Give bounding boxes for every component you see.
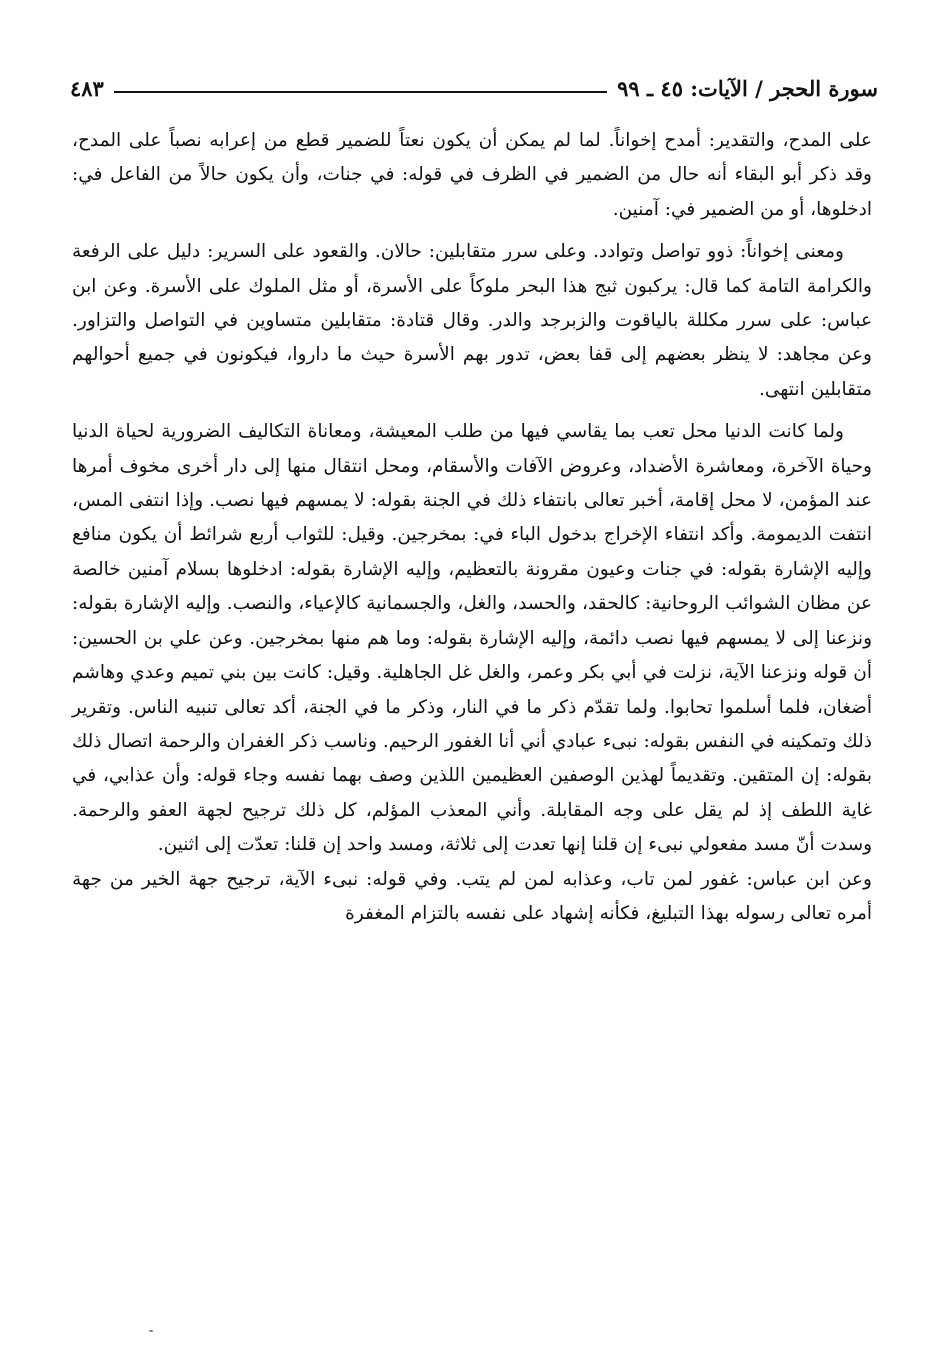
scan-speck bbox=[149, 1330, 153, 1332]
running-head: سورة الحجر / الآيات: ٤٥ ـ ٩٩ bbox=[617, 75, 878, 101]
header-rule bbox=[114, 91, 607, 93]
body-text bbox=[72, 124, 872, 931]
paragraph: ومعنى إخواناً: ذوو تواصل وتوادد. وعلى سرر متقابلين: حالان. والقعود على السرير: دليل على الرفعة والكرامة التامة كما قال: يركبون ثبج هذا البحر ملوكاً على الأسرة، أو مثل الملوك على الأسرة. وعن ابن عباس: على سرر مكللة بالياقوت والزبرجد والدر. وقال قتادة: متقابلين متساوين في التواصل والتزاور. وعن مجاهد: لا ينظر بعضهم إلى قفا بعض، تدور بهم الأسرة حيث ما داروا، فيكونون في جميع أحوالهم متقابلين انتهى. bbox=[72, 241, 872, 400]
paragraph: على المدح، والتقدير: أمدح إخواناً. لما لم يمكن أن يكون نعتاً للضمير قطع من إعرابه نصباً على المدح، وقد ذكر أبو البقاء أنه حال من الضمير في الظرف في قوله: في جنات، وأن يكون حالاً من الفاعل في: ادخلوها، أو من الضمير في: آمنين. bbox=[72, 130, 872, 220]
page-number: ٤٨٣ bbox=[70, 75, 104, 101]
page-header bbox=[70, 70, 878, 106]
paragraph: ولما كانت الدنيا محل تعب بما يقاسي فيها من طلب المعيشة، ومعاناة التكاليف الضرورية لحياة الدنيا وحياة الآخرة، ومعاشرة الأضداد، وعروض الآفات والأسقام، ومحل انتقال منها إلى دار أخرى مخوف أمرها عند المؤمن، لا محل إقامة، أخبر تعالى بانتفاء ذلك في الجنة بقوله: لا يمسهم فيها نصب. وإذا انتفى المس، انتفت الديمومة. وأكد انتفاء الإخراج بدخول الباء في: بمخرجين. وقيل: للثواب أربع شرائط أن يكون منافع وإليه الإشارة بقوله: في جنات وعيون مقرونة بالتعظيم، وإليه الإشارة بقوله: ادخلوها بسلام آمنين خالصة عن مظان الشوائب الروحانية: كالحقد، والحسد، والغل، والجسمانية كالإعياء، والنصب. وإليه الإشارة بقوله: ونزعنا إلى لا يمسهم فيها نصب دائمة، وإليه الإشارة بقوله: وما هم منها بمخرجين. وعن علي بن الحسين: أن قوله ونزعنا الآية، نزلت في أبي بكر وعمر، والغل غل الجاهلية. وقيل: كانت بين بني تميم وعدي وهاشم أضغان، فلما أسلموا تحابوا. ولما تقدّم ذكر ما في النار، وذكر ما في الجنة، أكد تعالى تنبيه الناس. وتقرير ذلك وتمكينه في النفس بقوله: نبىء عبادي أني أنا الغفور الرحيم. وناسب ذكر الغفران والرحمة اتصال ذلك بقوله: إن المتقين. وتقديماً لهذين الوصفين العظيمين اللذين وصف بهما نفسه وجاء قوله: وأن عذابي، في غاية اللطف إذ لم يقل على وجه المقابلة. وأني المعذب المؤلم، كل ذلك ترجيح لجهة العفو والرحمة. وسدت أنّ مسد مفعولي نبىء إن قلنا إنها تعدت إلى ثلاثة، ومسد واحد إن قلنا: تعدّت إلى اثنين. bbox=[72, 421, 872, 856]
paragraph: وعن ابن عباس: غفور لمن تاب، وعذابه لمن لم يتب. وفي قوله: نبىء الآية، ترجيح جهة الخير من جهة أمره تعالى رسوله بهذا التبليغ، فكأنه إشهاد على نفسه بالتزام المغفرة bbox=[72, 868, 872, 924]
